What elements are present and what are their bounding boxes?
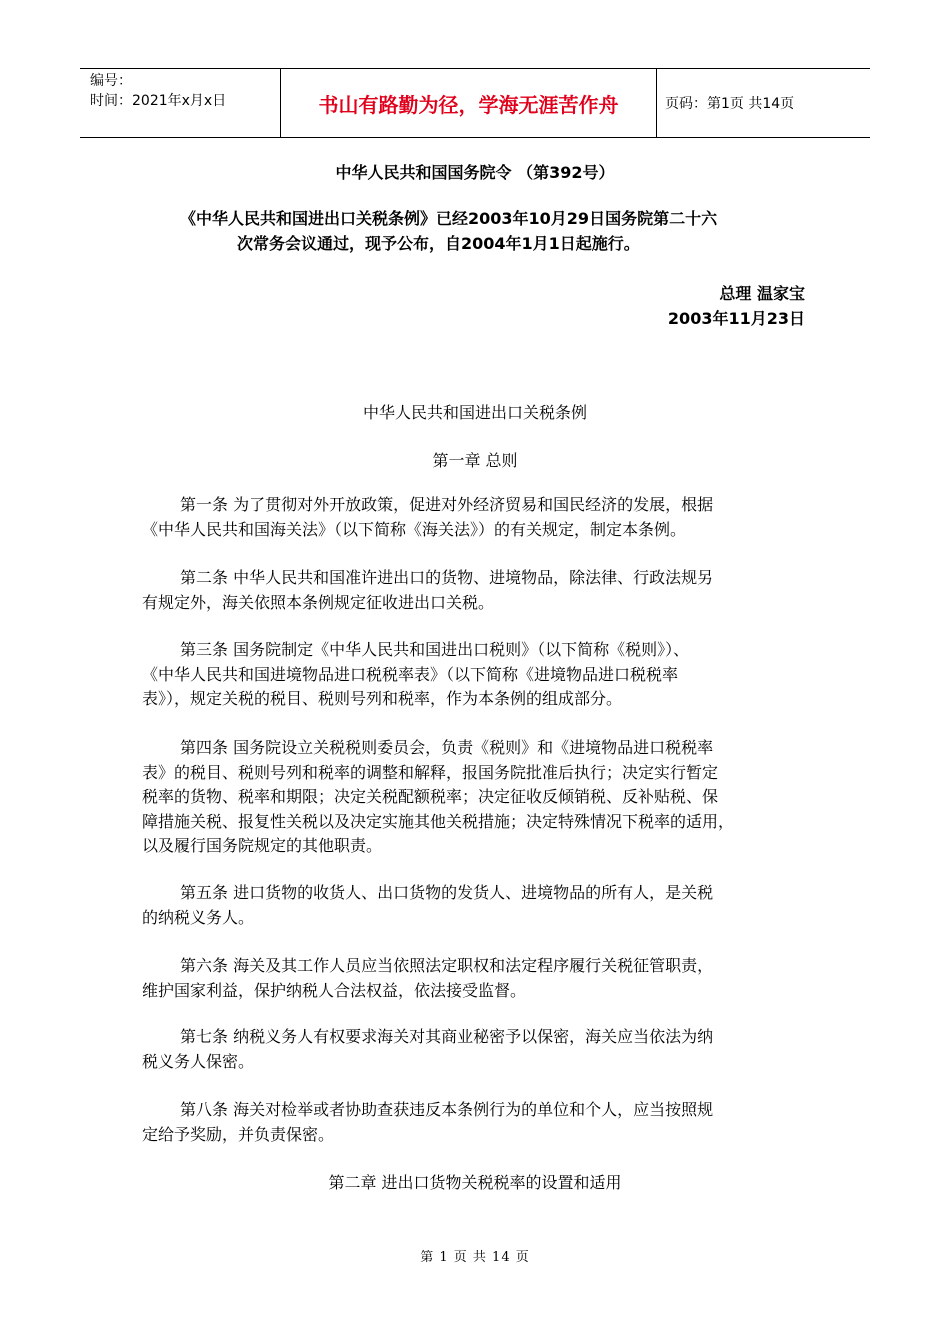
article-line: 第八条 海关对检举或者协助查获违反本条例行为的单位和个人，应当按照规: [180, 1100, 714, 1119]
article: [142, 954, 822, 1003]
article-line: 定给予奖励，并负责保密。: [142, 1124, 335, 1144]
decree-body: [180, 206, 820, 256]
article: [142, 493, 822, 542]
decree-body-line: 次常务会议通过，现予公布，自2004年1月1日起施行。: [237, 234, 640, 253]
number-label: 编号：: [90, 73, 132, 89]
article-line: 第二条 中华人民共和国准许进出口的货物、进境物品，除法律、行政法规另: [180, 568, 714, 587]
decree-title: 中华人民共和国国务院令 （第392号）: [335, 163, 615, 182]
decree-body-line: 《中华人民共和国进出口关税条例》已经2003年10月29日国务院第二十六: [180, 209, 718, 228]
decree-signature: [668, 281, 805, 331]
article: [142, 881, 822, 930]
page-footer: 第 1 页 共 14 页: [420, 1250, 530, 1265]
decree-date: 2003年11月23日: [667, 309, 805, 328]
time-label: 时间：2021年x月x日: [90, 93, 227, 109]
article-line: 有规定外，海关依照本条例规定征收进出口关税。: [142, 592, 495, 612]
signer: 总理 温家宝: [719, 284, 805, 303]
article: [142, 1025, 822, 1074]
article: [142, 736, 822, 859]
article-line: 第五条 进口货物的收货人、出口货物的发货人、进境物品的所有人，是关税: [180, 883, 714, 902]
article-line: 障措施关税、报复性关税以及决定实施其他关税措施；决定特殊情况下税率的适用，: [142, 811, 735, 831]
article-line: 第三条 国务院制定《中华人民共和国进出口税则》（以下简称《税则》）、: [180, 640, 690, 659]
article-line: 《中华人民共和国海关法》（以下简称《海关法》）的有关规定，制定本条例。: [142, 519, 687, 539]
article: [142, 566, 822, 615]
article-line: 第四条 国务院设立关税税则委员会，负责《税则》和《进境物品进口税税率: [180, 738, 714, 757]
chapter-heading: 第二章 进出口货物关税税率的设置和适用: [328, 1173, 622, 1192]
header-meta-cell: [80, 69, 281, 137]
article-line: 第六条 海关及其工作人员应当依照法定职权和法定程序履行关税征管职责，: [180, 956, 714, 975]
article-line: 维护国家利益，保护纳税人合法权益，依法接受监督。: [142, 980, 527, 1000]
article-line: 的纳税义务人。: [142, 907, 255, 927]
article-line: 表》的税目、税则号列和税率的调整和解释，报国务院批准后执行；决定实行暂定: [142, 762, 719, 782]
article-line: 税义务人保密。: [142, 1051, 255, 1071]
article-line: 第一条 为了贯彻对外开放政策，促进对外经济贸易和国民经济的发展，根据: [180, 495, 714, 514]
article: [142, 1098, 822, 1147]
header-table: [80, 68, 870, 138]
article-line: 表》），规定关税的税目、税则号列和税率，作为本条例的组成部分。: [142, 689, 623, 708]
article: [142, 638, 822, 712]
article-line: 第七条 纳税义务人有权要求海关对其商业秘密予以保密，海关应当依法为纳: [180, 1027, 714, 1046]
article-line: 以及履行国务院规定的其他职责。: [142, 836, 383, 855]
article-line: 《中华人民共和国进境物品进口税税率表》（以下简称《进境物品进口税税率: [142, 664, 679, 684]
motto: 书山有路勤为径，学海无涯苦作舟: [281, 69, 657, 137]
chapter-heading: 第一章 总则: [432, 451, 518, 470]
regulation-title: 中华人民共和国进出口关税条例: [362, 403, 587, 422]
page-info: 页码：第1页 共14页: [665, 96, 795, 112]
article-line: 税率的货物、税率和期限；决定关税配额税率；决定征收反倾销税、反补贴税、保: [142, 787, 719, 806]
